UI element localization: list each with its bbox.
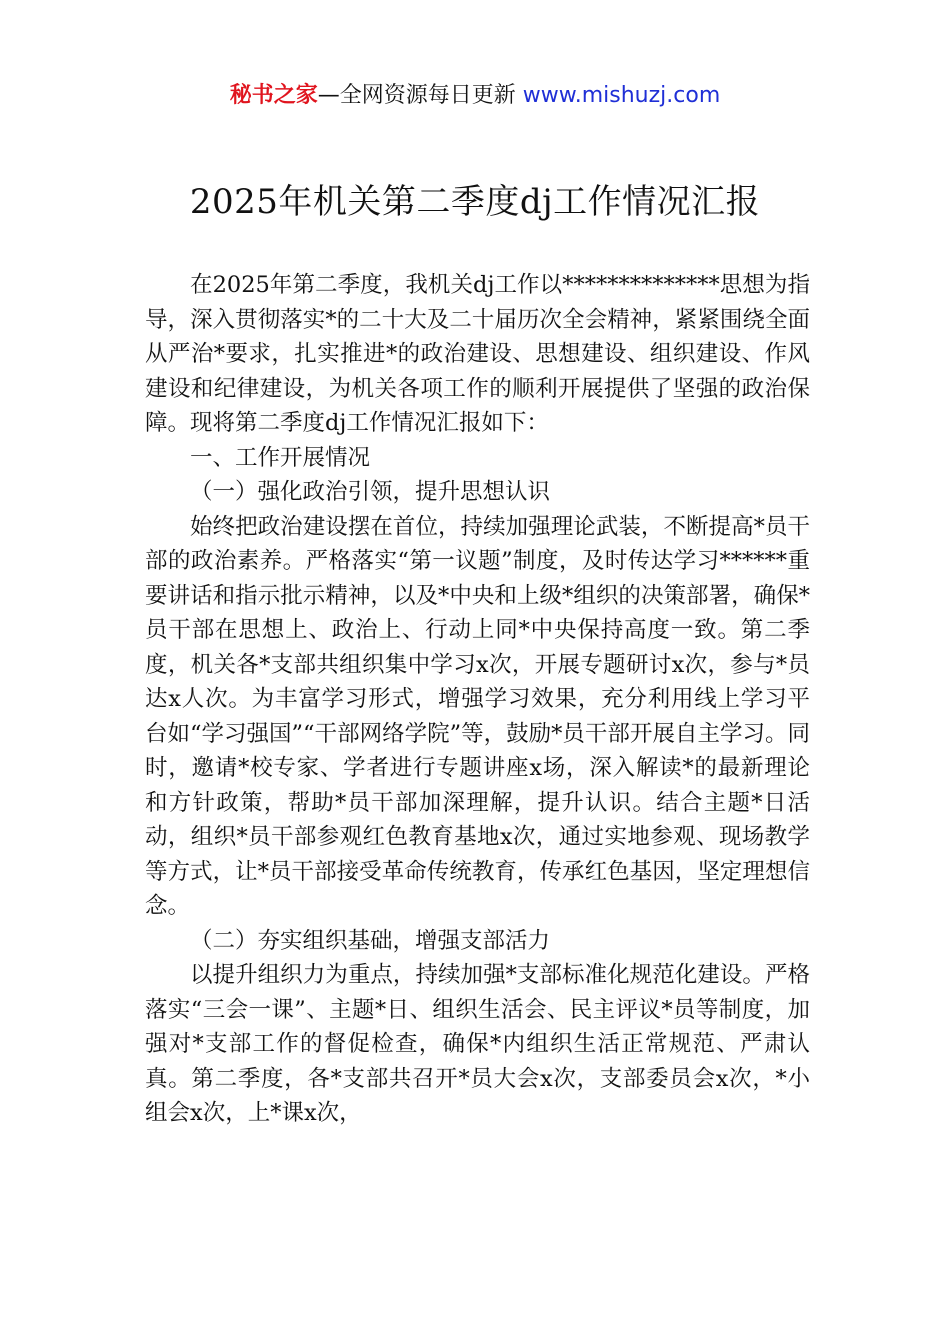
- document-body: [145, 268, 810, 1131]
- site-header: [0, 78, 950, 114]
- subsection-heading-2: （二）夯实组织基础，增强支部活力: [190, 927, 551, 954]
- document-title: 2025年机关第二季度dj工作情况汇报: [189, 182, 761, 222]
- brand-name: 秘书之家: [229, 83, 318, 108]
- subsection-paragraph-1: 始终把政治建设摆在首位，持续加强理论武装，不断提高*员干部的政治素养。严格落实“第一议题”制度，及时传达学习******重要讲话和指示批示精神，以及*中央和上级*组织的决策部署，确保*员干部在思想上、政治上、行动上同*中央保持高度一致。第二季度，机关各*支部共组织集中学习x次，开展专题研讨x次，参与*员达x人次。为丰富学习形式，增强学习效果，充分利用线上学习平台如“学习强国”“干部网络学院”等，鼓励*员干部开展自主学习。同时，邀请*校专家、学者进行专题讲座x场，深入解读*的最新理论和方针政策，帮助*员干部加深理解，提升认识。结合主题*日活动，组织*员干部参观红色教育基地x次，通过实地参观、现场教学等方式，让*员干部接受革命传统教育，传承红色基因，坚定理想信念。: [145, 513, 810, 919]
- site-url-link[interactable]: www.mishuzj.com: [522, 83, 721, 108]
- intro-paragraph: 在2025年第二季度，我机关dj工作以**************思想为指导，深入贯彻落实*的二十大及二十届历次全会精神，紧紧围绕全面从严治*要求，扎实推进*的政治建设、思想建设、组织建设、作风建设和纪律建设，为机关各项工作的顺利开展提供了坚强的政治保障。现将第二季度dj工作情况汇报如下：: [145, 272, 810, 436]
- header-tagline: —全网资源每日更新: [317, 83, 523, 108]
- section-heading: 一、工作开展情况: [190, 444, 371, 471]
- subsection-heading-1: （一）强化政治引领，提升思想认识: [190, 479, 551, 505]
- subsection-paragraph-2: 以提升组织力为重点，持续加强*支部标准化规范化建设。严格落实“三会一课”、主题*日、组织生活会、民主评议*员等制度，加强对*支部工作的督促检查，确保*内组织生活正常规范、严肃认真。第二季度，各*支部共召开*员大会x次，支部委员会x次，*小组会x次，上*课x次，: [145, 962, 810, 1126]
